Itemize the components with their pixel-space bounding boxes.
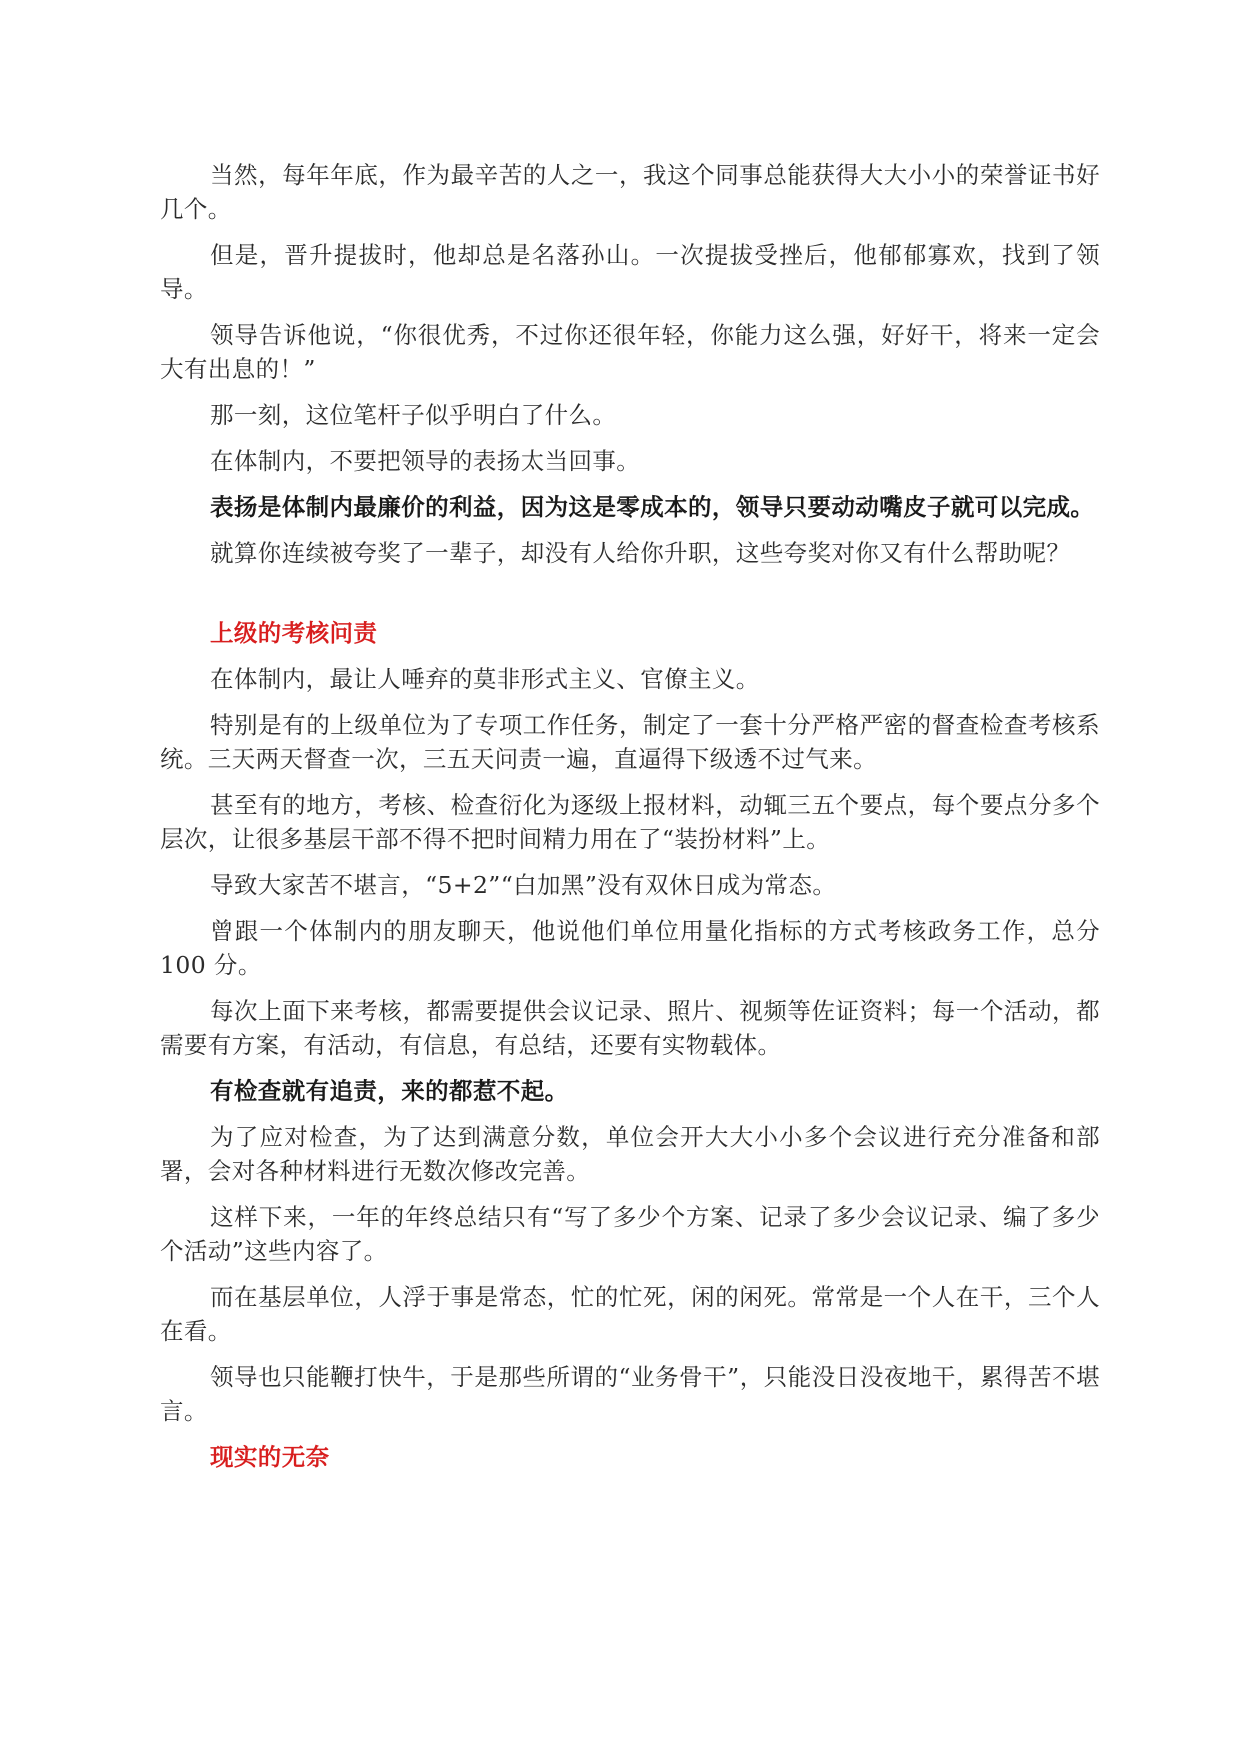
document-page (160, 158, 1100, 1486)
paragraph: 这样下来，一年的年终总结只有“写了多少个方案、记录了多少会议记录、编了多少个活动”这些内容了。 (160, 1203, 1100, 1265)
paragraph: 特别是有的上级单位为了专项工作任务，制定了一套十分严格严密的督查检查考核系统。三天两天督查一次，三五天问责一遍，直逼得下级透不过气来。 (160, 711, 1100, 773)
section-spacer (160, 582, 1100, 616)
paragraph: 每次上面下来考核，都需要提供会议记录、照片、视频等佐证资料；每一个活动，都需要有方案，有活动，有信息，有总结，还要有实物载体。 (160, 997, 1100, 1059)
paragraph: 在体制内，最让人唾弃的莫非形式主义、官僚主义。 (210, 665, 760, 693)
paragraph: 领导也只能鞭打快牛，于是那些所谓的“业务骨干”，只能没日没夜地干，累得苦不堪言。 (160, 1363, 1100, 1425)
section-heading: 现实的无奈 (210, 1443, 330, 1471)
paragraph: 但是，晋升提拔时，他却总是名落孙山。一次提拔受挫后，他郁郁寡欢，找到了领导。 (160, 241, 1100, 303)
paragraph: 甚至有的地方，考核、检查衍化为逐级上报材料，动辄三五个要点，每个要点分多个层次，让很多基层干部不得不把时间精力用在了“装扮材料”上。 (160, 791, 1100, 853)
paragraph: 在体制内，不要把领导的表扬太当回事。 (210, 447, 641, 475)
paragraph: 就算你连续被夸奖了一辈子，却没有人给你升职，这些夸奖对你又有什么帮助呢？ (210, 539, 1071, 567)
paragraph: 导致大家苦不堪言，“5+2”“白加黑”没有双休日成为常态。 (210, 871, 837, 899)
paragraph: 当然，每年年底，作为最辛苦的人之一，我这个同事总能获得大大小小的荣誉证书好几个。 (160, 161, 1100, 223)
paragraph: 领导告诉他说，“你很优秀，不过你还很年轻，你能力这么强，好好干，将来一定会大有出息的！” (160, 321, 1100, 383)
paragraph: 那一刻，这位笔杆子似乎明白了什么。 (210, 401, 617, 429)
paragraph: 曾跟一个体制内的朋友聊天，他说他们单位用量化指标的方式考核政务工作，总分 100 分。 (160, 917, 1100, 979)
paragraph: 而在基层单位，人浮于事是常态，忙的忙死，闲的闲死。常常是一个人在干，三个人在看。 (160, 1283, 1100, 1345)
section-heading: 上级的考核问责 (210, 619, 378, 647)
bold-paragraph: 有检查就有追责，来的都惹不起。 (210, 1077, 569, 1105)
paragraph: 为了应对检查，为了达到满意分数，单位会开大大小小多个会议进行充分准备和部署，会对各种材料进行无数次修改完善。 (160, 1123, 1100, 1185)
bold-paragraph: 表扬是体制内最廉价的利益，因为这是零成本的，领导只要动动嘴皮子就可以完成。 (210, 493, 1095, 521)
